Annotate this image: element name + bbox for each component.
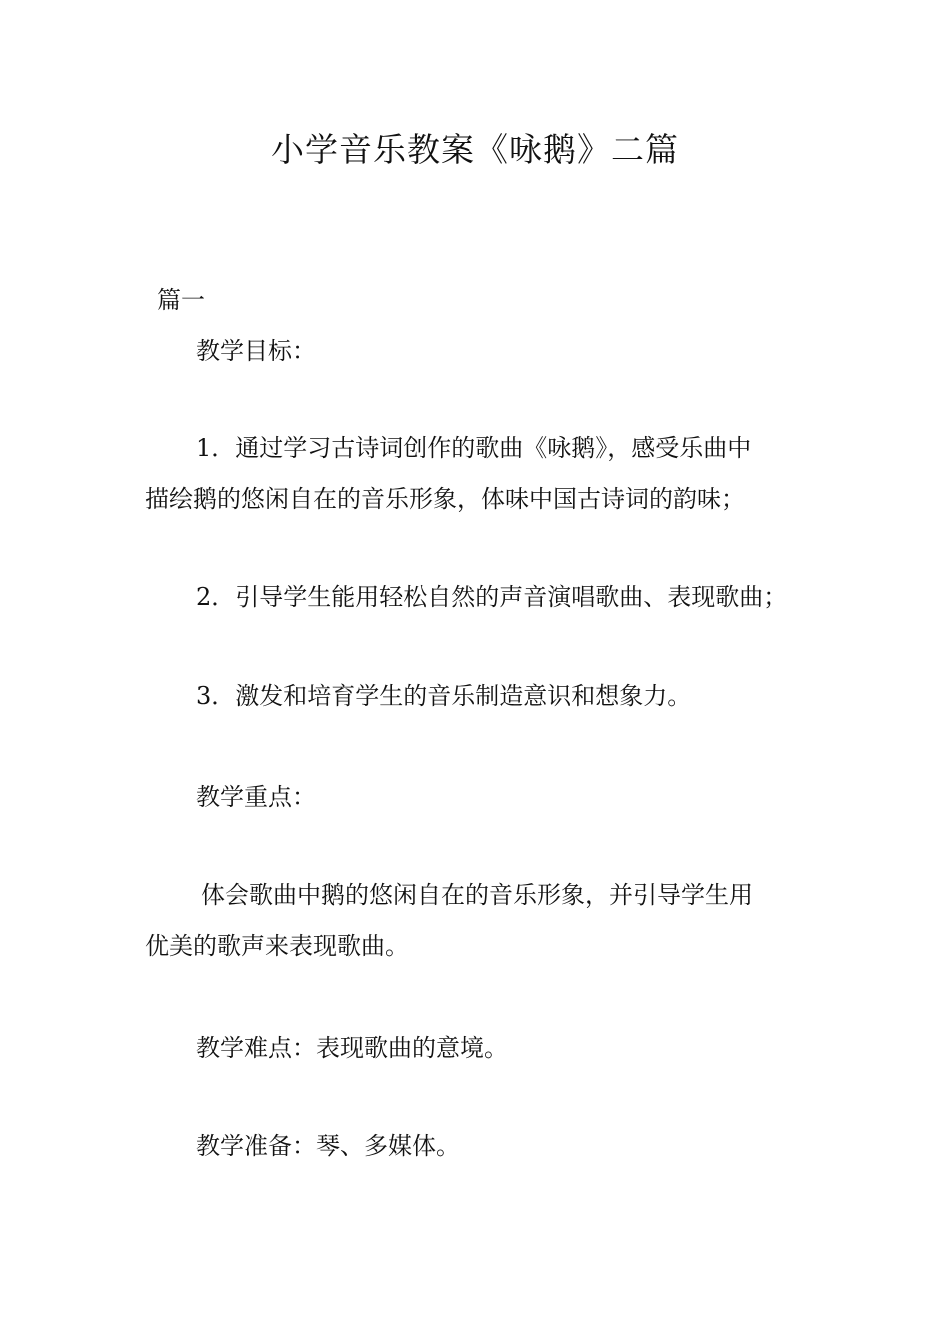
goal-3: 3．激发和培育学生的音乐制造意识和想象力。 (196, 682, 692, 710)
goal-1-line-1: 1．通过学习古诗词创作的歌曲《咏鹅》，感受乐曲中 (196, 434, 752, 462)
focus-line-2: 优美的歌声来表现歌曲。 (145, 932, 409, 960)
document-title: 小学音乐教案《咏鹅》二篇 (271, 130, 679, 169)
goal-1-line-2: 描绘鹅的悠闲自在的音乐形象，体味中国古诗词的韵味； (145, 485, 745, 513)
preparation-paragraph: 教学准备：琴、多媒体。 (196, 1132, 460, 1160)
focus-heading: 教学重点： (196, 783, 316, 811)
goals-heading: 教学目标： (196, 337, 316, 365)
section-heading: 篇一 (157, 286, 205, 314)
goal-2: 2．引导学生能用轻松自然的声音演唱歌曲、表现歌曲； (196, 583, 788, 611)
focus-line-1: 体会歌曲中鹅的悠闲自在的音乐形象，并引导学生用 (201, 881, 753, 909)
difficulty-paragraph: 教学难点：表现歌曲的意境。 (196, 1034, 508, 1062)
